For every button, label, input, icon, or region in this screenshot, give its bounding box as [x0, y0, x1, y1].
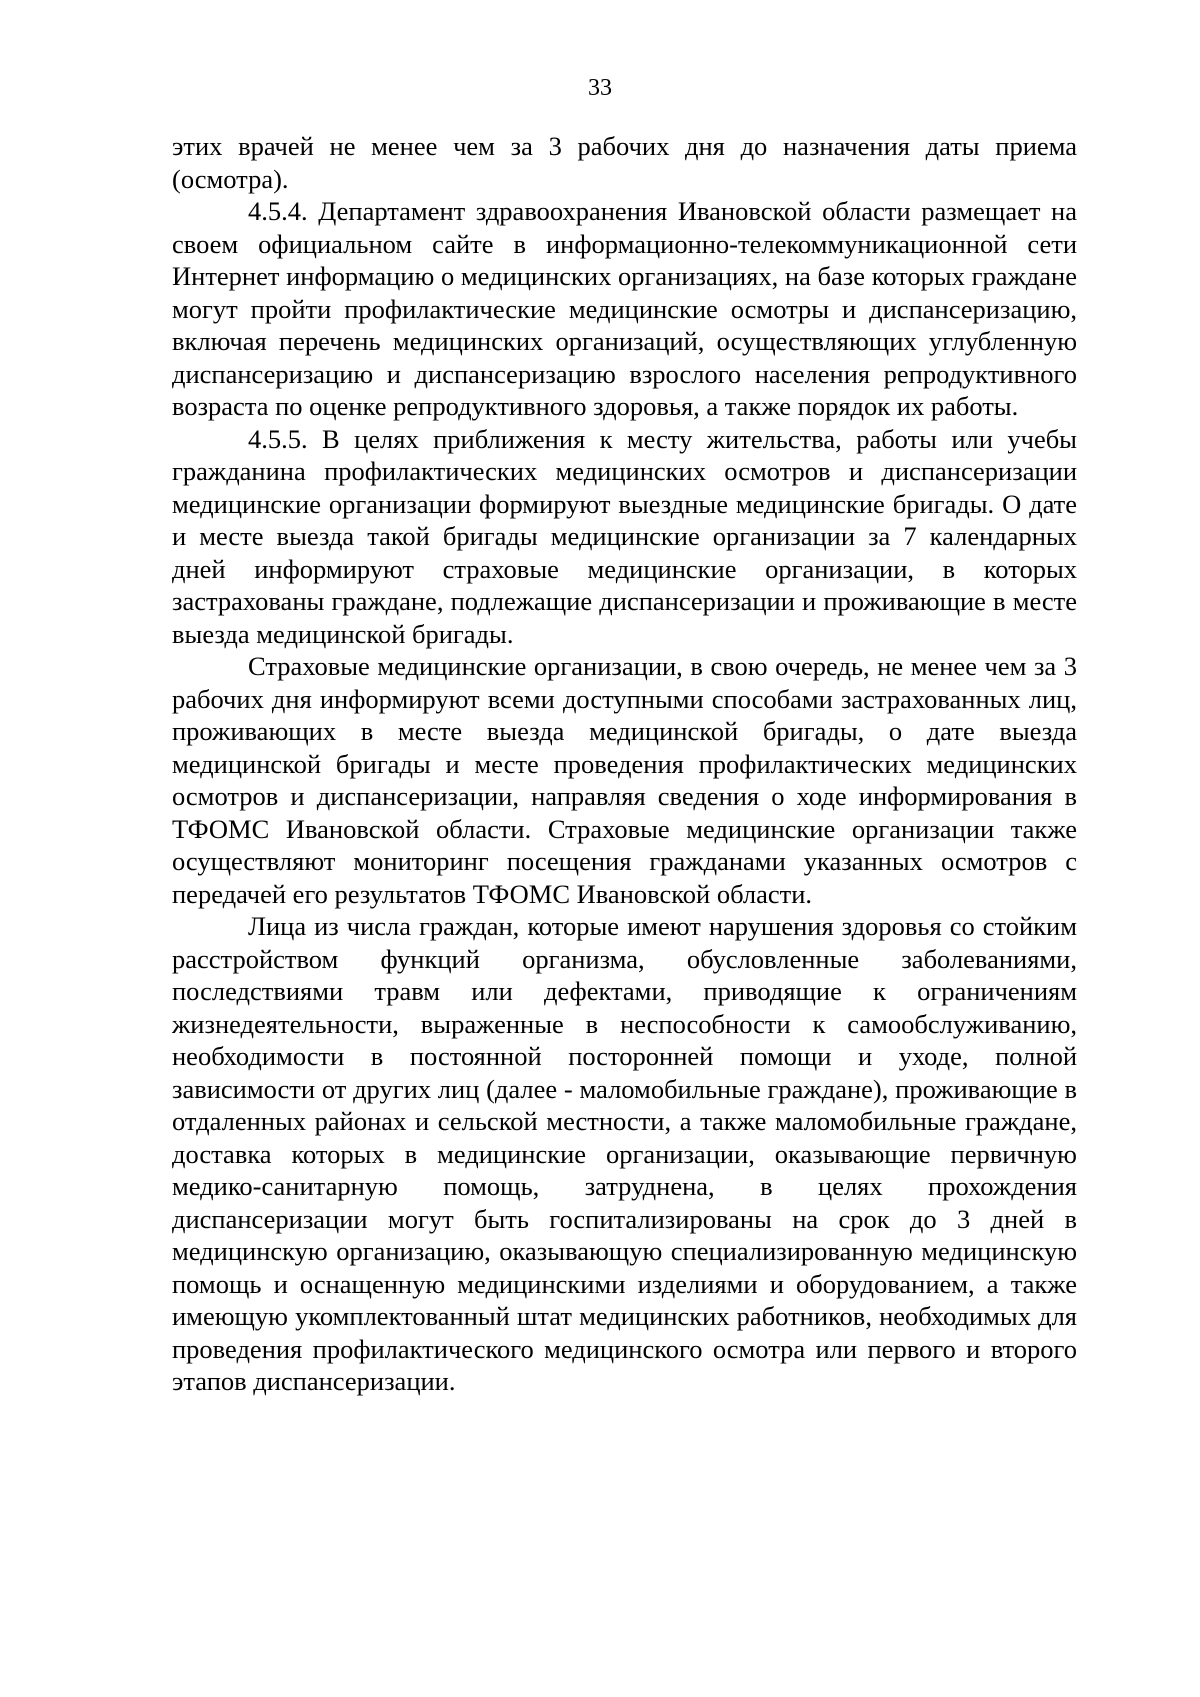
paragraph-insurance-organizations: Страховые медицинские организации, в свою очередь, не менее чем за 3 рабочих дня информируют всеми доступными способами застрахованных лиц, проживающих в месте выезда медицинской бригады, о дате выезда медицинской бригады и месте проведения профилактических медицинских осмотров и диспансеризации, направляя сведения о ходе информирования в ТФОМС Ивановской области. Страховые медицинские организации также осуществляют мониторинг посещения гражданами указанных осмотров с передачей его результатов ТФОМС Ивановской области. — [172, 651, 1077, 909]
paragraph-continuation: этих врачей не менее чем за 3 рабочих дня до назначения даты приема (осмотра). — [172, 131, 1077, 194]
paragraph-4-5-4: 4.5.4. Департамент здравоохранения Ивановской области размещает на своем официальном сайте в информационно-телекоммуникационной сети Интернет информацию о медицинских организациях, на базе которых граждане могут пройти профилактические медицинские осмотры и диспансеризацию, включая перечень медицинских организаций, осуществляющих углубленную диспансеризацию и диспансеризацию взрослого населения репродуктивного возраста по оценке репродуктивного здоровья, а также порядок их работы. — [172, 196, 1077, 421]
page-number: 33 — [588, 75, 612, 101]
paragraph-4-5-5: 4.5.5. В целях приближения к месту жительства, работы или учебы гражданина профилактических медицинских осмотров и диспансеризации медицинские организации формируют выездные медицинские бригады. О дате и месте выезда такой бригады медицинские организации за 7 календарных дней информируют страховые медицинские организации, в которых застрахованы граждане, подлежащие диспансеризации и проживающие в месте выезда медицинской бригады. — [172, 423, 1077, 649]
paragraph-low-mobility-citizens: Лица из числа граждан, которые имеют нарушения здоровья со стойким расстройством функций организма, обусловленные заболеваниями, последствиями травм или дефектами, приводящие к ограничениям жизнедеятельности, выраженные в неспособности к самообслуживанию, необходимости в постоянной посторонней помощи и уходе, полной зависимости от других лиц (далее - маломобильные граждане), проживающие в отдаленных районах и сельской местности, а также маломобильные граждане, доставка которых в медицинские организации, оказывающие первичную медико-санитарную помощь, затруднена, в целях прохождения диспансеризации могут быть госпитализированы на срок до 3 дней в медицинскую организацию, оказывающую специализированную медицинскую помощь и оснащенную медицинскими изделиями и оборудованием, а также имеющую укомплектованный штат медицинских работников, необходимых для проведения профилактического медицинского осмотра или первого и второго этапов диспансеризации. — [172, 911, 1077, 1396]
document-body — [172, 130, 1077, 1398]
